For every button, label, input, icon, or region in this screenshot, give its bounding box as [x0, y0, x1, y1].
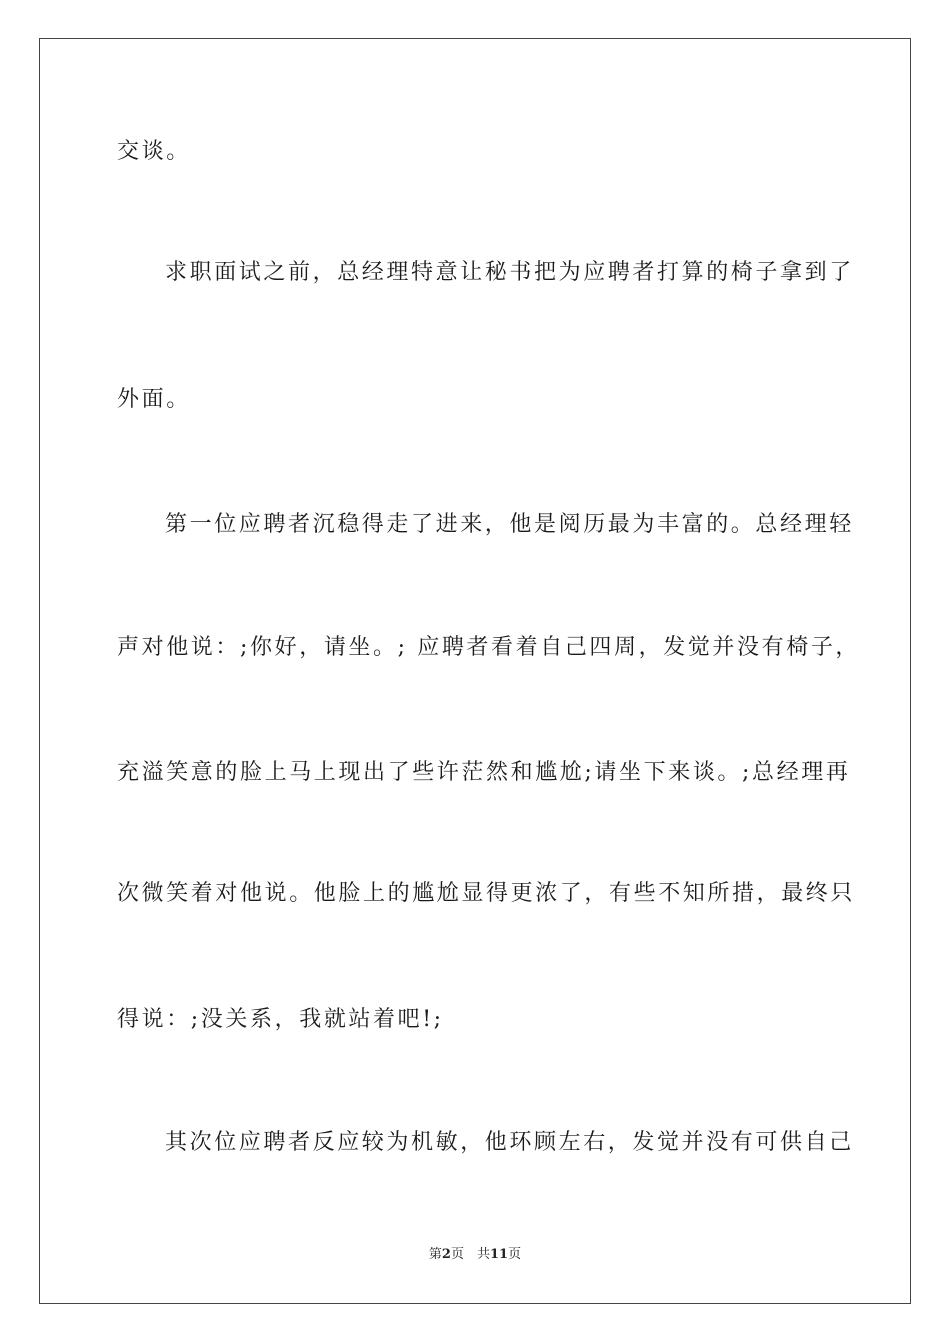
footer-total-pages: 11	[489, 1247, 509, 1262]
body-line-8: 得说：;没关系，我就站着吧!;	[117, 1007, 444, 1032]
page-footer	[0, 1246, 950, 1264]
body-line-4: 第一位应聘者沉稳得走了进来，他是阅历最为丰富的。总经理轻	[165, 512, 854, 537]
body-line-5: 声对他说：;你好，请坐。; 应聘者看着自己四周，发觉并没有椅子，	[117, 635, 861, 660]
body-line-9: 其次位应聘者反应较为机敏，他环顾左右，发觉并没有可供自己	[165, 1130, 854, 1155]
body-line-6: 充溢笑意的脸上马上现出了些许茫然和尴尬;请坐下来谈。;总经理再	[117, 760, 851, 785]
footer-current-page: 2	[441, 1247, 451, 1262]
footer-prefix: 第	[428, 1247, 442, 1262]
body-line-3: 外面。	[117, 387, 191, 412]
footer-suffix: 页	[508, 1247, 522, 1262]
body-line-2: 求职面试之前，总经理特意让秘书把为应聘者打算的椅子拿到了	[165, 260, 854, 285]
body-line-7: 次微笑着对他说。他脸上的尴尬显得更浓了，有些不知所措，最终只	[117, 881, 856, 906]
footer-mid: 页 共	[450, 1247, 490, 1262]
body-line-1: 交谈。	[117, 139, 191, 164]
page-border	[39, 38, 911, 1304]
